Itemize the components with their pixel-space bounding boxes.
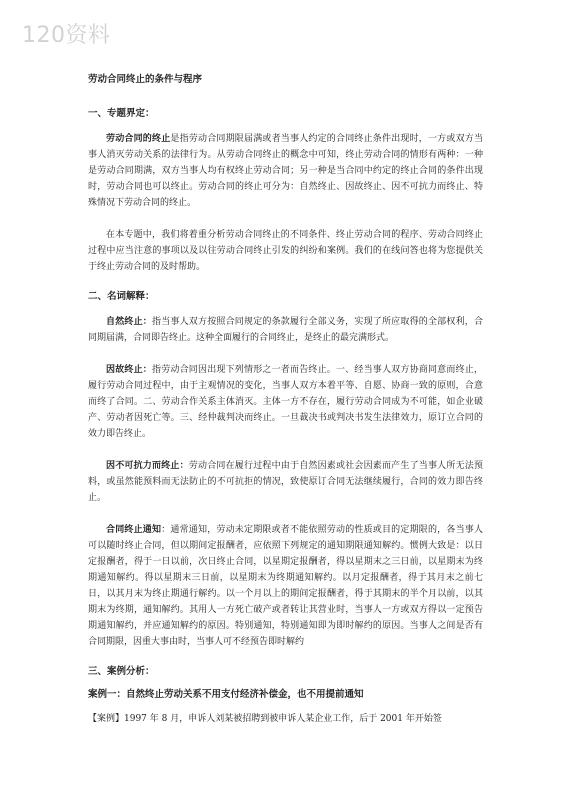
paragraph-text: 是指劳动合同期限届满或者当事人约定的合同终止条件出现时，一方或双方当事人消灭劳动关系的法律行为。从劳动合同终止的概念中可知，终止劳动合同的情形有两种：一种是劳动合同期满，双方当事人均有权终止劳动合同；另一种是当合同中约定的终止合同的条件出现时，劳动合同也可以终止。劳动合同的终止可分为：自然终止、因故终止、因不可抗力而终止、特殊情况下劳动合同的终止。 [88, 134, 483, 208]
paragraph-definition [88, 131, 483, 211]
term-label: 因故终止： [106, 365, 152, 375]
term-text: 指劳动合同因出现下列情形之一者而告终止。一、经当事人双方协商同意而终止，履行劳动合同过程中，由于主观情况的变化，当事人双方本着平等、自愿、协商一致的原则，合意而终了合同。二、劳动合作关系主体消灭。主体一方不存在，履行劳动合同成为不可能，如企业破产、劳动者因死亡等。三、经仲裁判决而终止。一旦裁决书或判决书发生法律效力，原订立合同的效力即告终止。 [88, 365, 483, 439]
term-label: 因不可抗力而终止： [106, 461, 189, 471]
term-label: 合同终止通知 [106, 525, 162, 535]
term-text: ：通常通知，劳动未定期限或者不能依照劳动的性质或目的定期限的，各当事人可以随时终止合同，但以期间定报酬者，应依照下列规定的通知期限通知解约。惯例大致是：以日定报酬者，得于一日以前，次日终止合同，以星期定报酬者，得以星期末之三日前，以星期末为终期通知解约。得以星期末三日前，以星期末为终期通知解约。以月定报酬者，得于其月末之前七日，以其月末为终止期通行解约。以一个月以上的期间定报酬者，得于其期末的半个月以前，以其期末为终期，通知解约。其用人一方死亡破产或者转让其营业时，当事人一方或双方得以一定预告期通知解约，并应通知解约的原因。特别通知，特别通知即为即时解约的原因。当事人之间是否有合同期限，因重大事由时，当事人可不经预告即时解约 [88, 525, 483, 647]
term-natural-termination [88, 314, 483, 346]
section-heading-terms: 二、名词解释： [88, 291, 155, 302]
paragraph-text: 在本专题中，我们将着重分析劳动合同终止的不同条件、终止劳动合同的程序、劳动合同终止过程中应当注意的事项以及以往劳动合同终止引发的纠纷和案例。我们的在线问答也将为您提供关于终止劳动合同的及时帮助。 [88, 230, 483, 272]
section-heading-definition: 一、专题界定： [88, 108, 155, 119]
case-paragraph: 【案例】1997 年 8 月，申诉人刘某被招聘到被申诉人某企业工作，后于 2001 年开始签 [88, 714, 442, 724]
section-heading-cases: 三、案例分析： [88, 666, 155, 677]
document-body [88, 74, 483, 727]
term-label: 自然终止： [106, 317, 152, 327]
term-termination-notice [88, 522, 483, 650]
document-title: 劳动合同终止的条件与程序 [88, 74, 203, 85]
term-label: 劳动合同的终止 [106, 134, 171, 144]
term-text: 指当事人双方按照合同规定的条款履行全部义务，实现了所应取得的全部权利，合同期届满，合同即告终止。这种全面履行的合同终止，是终止的最完满形式。 [88, 317, 483, 343]
paragraph-intro [88, 227, 483, 275]
term-text: 劳动合同在履行过程中由于自然因素或社会因素而产生了当事人所无法预料，或虽然能预料而无法防止的不可抗拒的情况，致使原订合同无法继续履行，合同的效力即告终止。 [88, 461, 483, 503]
watermark: 120资料 [22, 23, 111, 48]
term-termination-for-cause [88, 362, 483, 442]
case-title: 案例一：自然终止劳动关系不用支付经济补偿金，也不用提前通知 [88, 689, 364, 700]
term-force-majeure-termination [88, 458, 483, 506]
